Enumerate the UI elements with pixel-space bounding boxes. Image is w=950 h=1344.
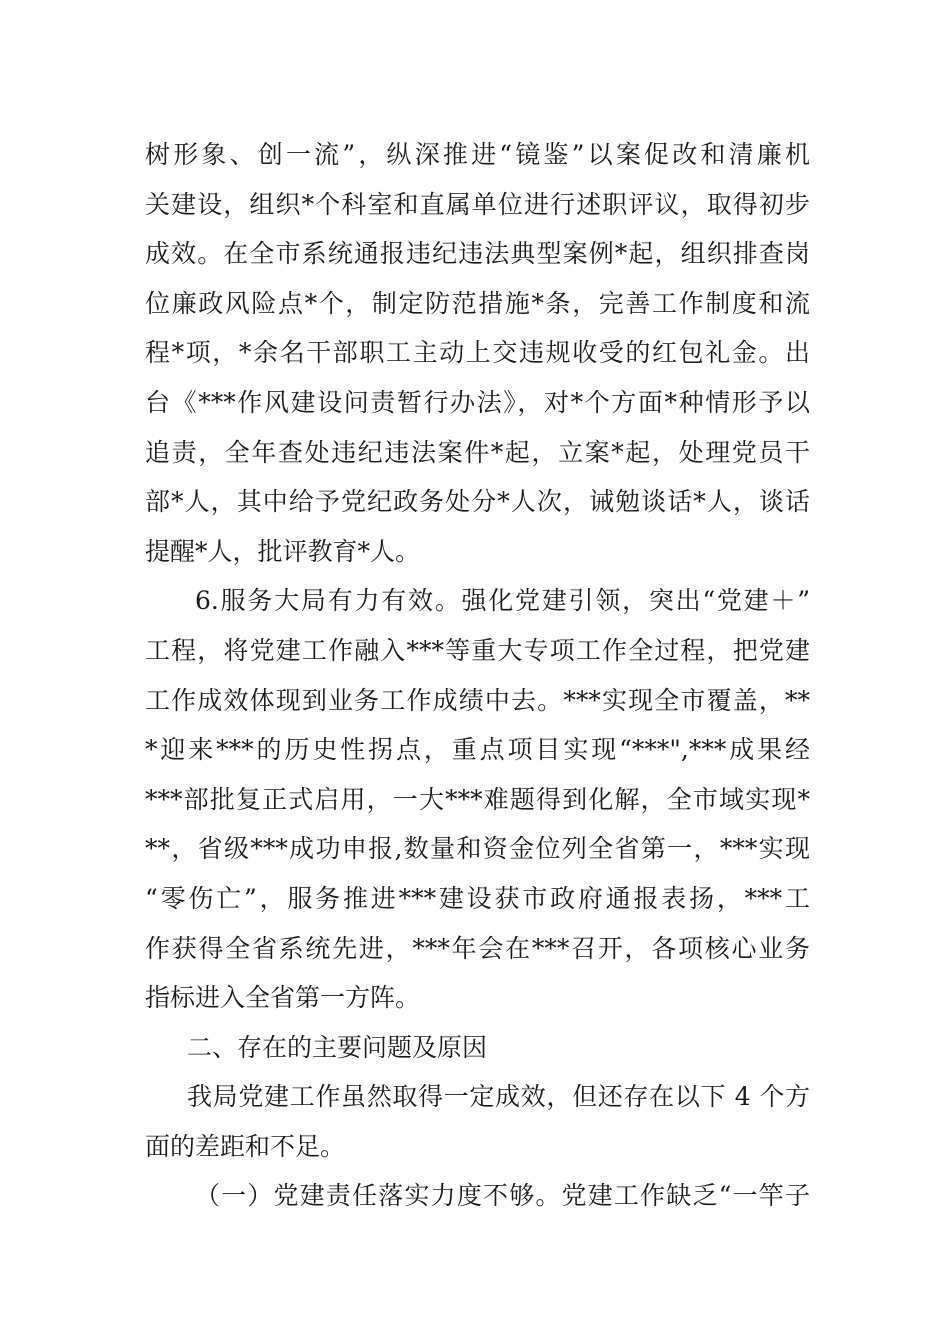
section-heading-6: 6.服务大局有力有效。强化党建引领，突出“党建＋” bbox=[195, 586, 810, 616]
text-line: **，省级***成功申报,数量和资金位列全省第一，***实现 bbox=[145, 834, 810, 864]
text-line: 我局党建工作虽然取得一定成效，但还存在以下 4 个方 bbox=[187, 1082, 810, 1112]
text-line: ***部批复正式启用，一大***难题得到化解，全市域实现* bbox=[145, 784, 810, 814]
text-line: 位廉政风险点*个，制定防范措施*条，完善工作制度和流 bbox=[145, 288, 810, 318]
text-line: “零伤亡”，服务推进***建设获市政府通报表扬，***工 bbox=[145, 883, 810, 913]
text-line: 成效。在全市系统通报违纪违法典型案例*起，组织排查岗 bbox=[145, 239, 810, 269]
text-line: 工作成效体现到业务工作成绩中去。***实现全市覆盖，** bbox=[145, 685, 810, 715]
text-line: 提醒*人，批评教育*人。 bbox=[145, 536, 421, 566]
text-line: *迎来***的历史性拐点，重点项目实现“***",***成果经 bbox=[145, 735, 810, 765]
text-line: 树形象、创一流”，纵深推进“镜鉴”以案促改和清廉机 bbox=[145, 140, 810, 169]
text-line: 部*人，其中给予党纪政务处分*人次，诫勉谈话*人，谈话 bbox=[145, 487, 810, 517]
text-line: 面的差距和不足。 bbox=[145, 1131, 346, 1161]
subsection-heading-1: （一）党建责任落实力度不够。党建工作缺乏“一竿子 bbox=[195, 1181, 810, 1211]
section-heading-2: 二、存在的主要问题及原因 bbox=[187, 1032, 488, 1062]
document-body bbox=[145, 130, 810, 1221]
text-line: 关建设，组织*个科室和直属单位进行述职评议，取得初步 bbox=[145, 189, 810, 219]
text-line: 程*项，*余名干部职工主动上交违规收受的红包礼金。出 bbox=[145, 338, 810, 368]
text-line: 指标进入全省第一方阵。 bbox=[145, 983, 421, 1013]
text-line: 追责，全年查处违纪违法案件*起，立案*起，处理党员干 bbox=[145, 437, 810, 467]
text-line: 台《***作风建设问责暂行办法》，对*个方面*种情形予以 bbox=[145, 387, 810, 417]
text-line: 作获得全省系统先进，***年会在***召开，各项核心业务 bbox=[145, 933, 810, 963]
text-line: 工程，将党建工作融入***等重大专项工作全过程，把党建 bbox=[145, 635, 810, 665]
